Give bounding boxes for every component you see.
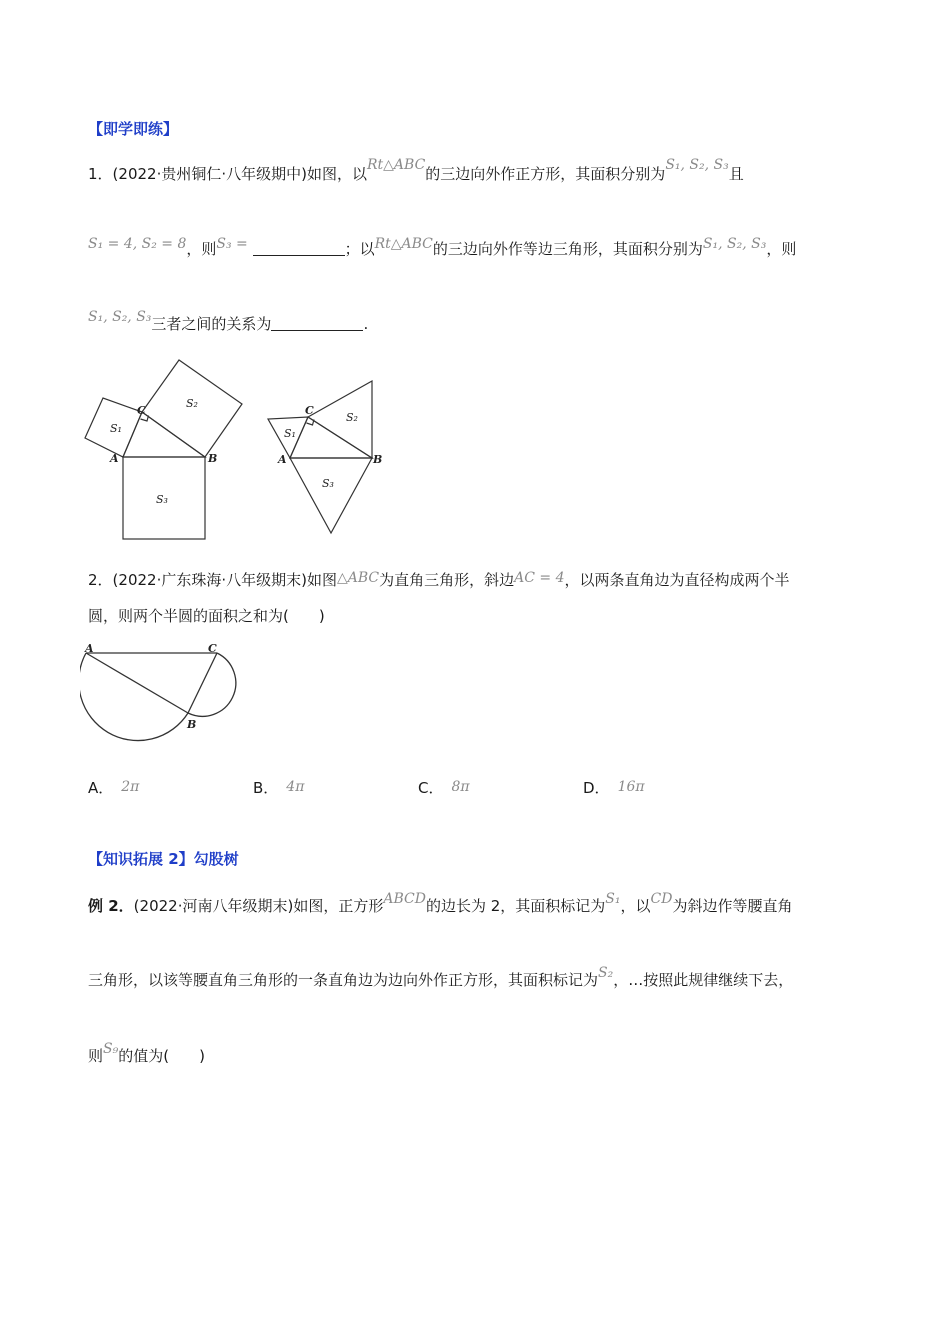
text: 三者之间的关系为 [151, 315, 272, 333]
example-label: 例 2． [88, 897, 134, 915]
option-a[interactable] [88, 778, 139, 799]
math-expression: S₁ = 4, S₂ = 8 [88, 236, 187, 252]
math-expression: CD [650, 891, 673, 907]
figure-squares [80, 350, 250, 545]
text: 为直角三角形，斜边 [379, 571, 515, 589]
question-source: (2022·广东珠海·八年级期末) [112, 571, 307, 589]
text: ，则 [766, 240, 797, 258]
label-c: C [137, 404, 146, 417]
math-expression: ABCD [383, 891, 426, 907]
text: 如图 [306, 571, 337, 589]
math-expression: Rt△ABC [374, 236, 433, 252]
section-heading: 【知识拓展 2】勾股树 [88, 850, 239, 868]
math-expression: S₃ = [216, 236, 248, 252]
text: ，则 [186, 240, 217, 258]
text: 的边长为 2，其面积标记为 [425, 897, 606, 915]
option-c[interactable] [418, 778, 470, 799]
option-letter: C． [418, 779, 444, 797]
math-expression: S₉ [103, 1041, 119, 1057]
label-s1: S₁ [110, 422, 122, 435]
label-a: A [85, 642, 94, 655]
question-1-line-1 [88, 157, 744, 185]
question-2-line-2: 圆，则两个半圆的面积之和为( ) [88, 607, 325, 625]
math-expression: S₁, S₂, S₃ [702, 236, 767, 252]
option-letter: D． [583, 779, 610, 797]
label-s2: S₂ [186, 397, 198, 410]
label-s3: S₃ [322, 477, 334, 490]
text: 如图，正方形 [293, 897, 384, 915]
example-2-line-2 [88, 965, 794, 991]
question-source: (2022·贵州铜仁·八年级期中) [112, 165, 307, 183]
text: 则 [88, 1047, 104, 1065]
label-b: B [208, 452, 218, 465]
answer-blank-1[interactable] [253, 241, 345, 256]
figure-triangles [262, 375, 392, 535]
section-heading: 【即学即练】 [88, 120, 179, 138]
text: ，以两条直角边为直径构成两个半 [564, 571, 790, 589]
label-s2: S₂ [346, 411, 358, 424]
text: 且 [728, 165, 744, 183]
question-1-line-2 [88, 236, 797, 260]
text: . [363, 315, 369, 333]
option-value: 2π [121, 779, 140, 795]
example-2-line-3 [88, 1041, 205, 1067]
question-number: 2． [88, 571, 113, 589]
text: ；以 [344, 240, 375, 258]
label-c: C [208, 642, 217, 655]
option-d[interactable] [583, 778, 645, 799]
math-expression: △ABC [336, 570, 380, 586]
question-2-line-1 [88, 570, 790, 591]
example-source: (2022·河南八年级期末) [133, 897, 294, 915]
math-expression: S₁, S₂, S₃ [665, 157, 729, 173]
math-expression: AC = 4 [514, 570, 565, 586]
text: 的三边向外作正方形，其面积分别为 [425, 165, 666, 183]
text: ，…按照此规律继续下去， [613, 971, 794, 989]
text: ，以 [620, 897, 651, 915]
answer-blank-2[interactable] [271, 316, 363, 331]
text: 为斜边作等腰直角 [672, 897, 793, 915]
option-b[interactable] [253, 778, 304, 799]
option-value: 16π [617, 779, 645, 795]
math-expression: S₂ [598, 965, 614, 981]
figure-semicircles [80, 638, 250, 748]
option-value: 8π [451, 779, 470, 795]
math-expression: S₁, S₂, S₃ [88, 309, 152, 325]
label-s3: S₃ [156, 493, 168, 506]
math-expression: Rt△ABC [366, 157, 426, 173]
option-letter: B． [253, 779, 279, 797]
label-a: A [278, 453, 287, 466]
label-b: B [187, 718, 197, 731]
example-2-line-1 [88, 891, 793, 917]
option-value: 4π [286, 779, 305, 795]
option-letter: A． [88, 779, 114, 797]
text: 的三边向外作等边三角形，其面积分别为 [432, 240, 703, 258]
text: 三角形，以该等腰直角三角形的一条直角边为边向外作正方形，其面积标记为 [88, 971, 599, 989]
label-c: C [305, 404, 314, 417]
math-expression: S₁ [605, 891, 621, 907]
question-number: 1． [88, 165, 113, 183]
question-1-line-3 [88, 309, 369, 335]
label-b: B [373, 453, 383, 466]
label-s1: S₁ [284, 427, 296, 440]
text: 如图，以 [306, 165, 367, 183]
text: 的值为( ) [118, 1047, 205, 1065]
label-a: A [110, 452, 119, 465]
